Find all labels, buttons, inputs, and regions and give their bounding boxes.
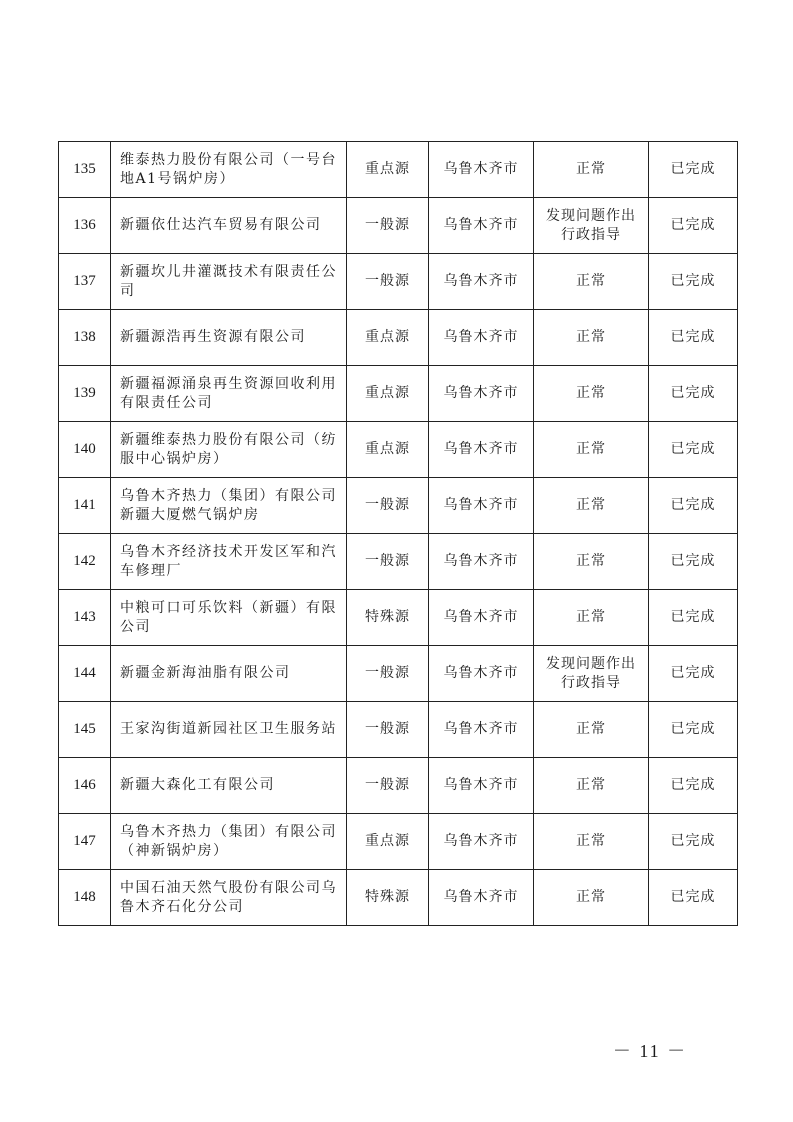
source-type-cell: 一般源 (347, 198, 429, 254)
city-cell: 乌鲁木齐市 (429, 310, 534, 366)
inspection-status-cell: 发现问题作出行政指导 (534, 646, 649, 702)
source-type-cell: 重点源 (347, 310, 429, 366)
completion-cell: 已完成 (649, 142, 738, 198)
row-number-cell: 146 (59, 758, 111, 814)
source-type-cell: 一般源 (347, 478, 429, 534)
row-number-cell: 148 (59, 870, 111, 926)
row-number-cell: 142 (59, 534, 111, 590)
completion-cell: 已完成 (649, 310, 738, 366)
company-name-cell: 新疆依仕达汽车贸易有限公司 (111, 198, 347, 254)
city-cell: 乌鲁木齐市 (429, 590, 534, 646)
inspection-status-cell: 正常 (534, 814, 649, 870)
table-row (59, 422, 738, 478)
inspection-status-cell: 正常 (534, 478, 649, 534)
row-number-cell: 144 (59, 646, 111, 702)
row-number-cell: 138 (59, 310, 111, 366)
company-name-cell: 王家沟街道新园社区卫生服务站 (111, 702, 347, 758)
city-cell: 乌鲁木齐市 (429, 142, 534, 198)
inspection-status-cell: 正常 (534, 310, 649, 366)
source-type-cell: 重点源 (347, 366, 429, 422)
completion-cell: 已完成 (649, 534, 738, 590)
inspection-status-cell: 正常 (534, 254, 649, 310)
table-row (59, 814, 738, 870)
inspection-status-cell: 正常 (534, 702, 649, 758)
company-name-cell: 新疆坎儿井灌溉技术有限责任公司 (111, 254, 347, 310)
table-row (59, 254, 738, 310)
row-number-cell: 136 (59, 198, 111, 254)
completion-cell: 已完成 (649, 702, 738, 758)
city-cell: 乌鲁木齐市 (429, 814, 534, 870)
company-name-cell: 中国石油天然气股份有限公司乌鲁木齐石化分公司 (111, 870, 347, 926)
company-name-cell: 新疆大森化工有限公司 (111, 758, 347, 814)
city-cell: 乌鲁木齐市 (429, 870, 534, 926)
city-cell: 乌鲁木齐市 (429, 422, 534, 478)
completion-cell: 已完成 (649, 478, 738, 534)
table-row (59, 870, 738, 926)
inspection-status-cell: 正常 (534, 870, 649, 926)
table-row (59, 758, 738, 814)
source-type-cell: 重点源 (347, 142, 429, 198)
company-name-cell: 维泰热力股份有限公司（一号台地A1号锅炉房） (111, 142, 347, 198)
city-cell: 乌鲁木齐市 (429, 254, 534, 310)
completion-cell: 已完成 (649, 590, 738, 646)
source-type-cell: 一般源 (347, 702, 429, 758)
row-number-cell: 137 (59, 254, 111, 310)
city-cell: 乌鲁木齐市 (429, 758, 534, 814)
page-number: － 11 － (612, 1041, 688, 1061)
table-row (59, 198, 738, 254)
city-cell: 乌鲁木齐市 (429, 534, 534, 590)
row-number-cell: 141 (59, 478, 111, 534)
company-name-cell: 乌鲁木齐经济技术开发区军和汽车修理厂 (111, 534, 347, 590)
company-name-cell: 中粮可口可乐饮料（新疆）有限公司 (111, 590, 347, 646)
source-type-cell: 一般源 (347, 646, 429, 702)
inspection-status-cell: 正常 (534, 142, 649, 198)
inspection-status-cell: 正常 (534, 590, 649, 646)
row-number-cell: 145 (59, 702, 111, 758)
table-row (59, 590, 738, 646)
city-cell: 乌鲁木齐市 (429, 198, 534, 254)
company-name-cell: 乌鲁木齐热力（集团）有限公司（神新锅炉房） (111, 814, 347, 870)
inspection-table (58, 141, 738, 926)
completion-cell: 已完成 (649, 646, 738, 702)
source-type-cell: 重点源 (347, 814, 429, 870)
company-name-cell: 新疆福源涌泉再生资源回收利用有限责任公司 (111, 366, 347, 422)
row-number-cell: 135 (59, 142, 111, 198)
row-number-cell: 147 (59, 814, 111, 870)
row-number-cell: 140 (59, 422, 111, 478)
company-name-cell: 乌鲁木齐热力（集团）有限公司新疆大厦燃气锅炉房 (111, 478, 347, 534)
table-row (59, 702, 738, 758)
completion-cell: 已完成 (649, 198, 738, 254)
completion-cell: 已完成 (649, 814, 738, 870)
source-type-cell: 一般源 (347, 254, 429, 310)
table-row (59, 142, 738, 198)
source-type-cell: 特殊源 (347, 870, 429, 926)
completion-cell: 已完成 (649, 422, 738, 478)
table-row (59, 534, 738, 590)
city-cell: 乌鲁木齐市 (429, 646, 534, 702)
table-body (59, 142, 738, 926)
table-row (59, 310, 738, 366)
source-type-cell: 重点源 (347, 422, 429, 478)
completion-cell: 已完成 (649, 870, 738, 926)
company-name-cell: 新疆维泰热力股份有限公司（纺服中心锅炉房） (111, 422, 347, 478)
city-cell: 乌鲁木齐市 (429, 366, 534, 422)
inspection-status-cell: 正常 (534, 366, 649, 422)
completion-cell: 已完成 (649, 366, 738, 422)
table-row (59, 366, 738, 422)
table-row (59, 478, 738, 534)
company-name-cell: 新疆金新海油脂有限公司 (111, 646, 347, 702)
row-number-cell: 143 (59, 590, 111, 646)
table-row (59, 646, 738, 702)
source-type-cell: 特殊源 (347, 590, 429, 646)
inspection-status-cell: 发现问题作出行政指导 (534, 198, 649, 254)
completion-cell: 已完成 (649, 758, 738, 814)
city-cell: 乌鲁木齐市 (429, 478, 534, 534)
inspection-status-cell: 正常 (534, 758, 649, 814)
source-type-cell: 一般源 (347, 534, 429, 590)
inspection-status-cell: 正常 (534, 422, 649, 478)
inspection-status-cell: 正常 (534, 534, 649, 590)
source-type-cell: 一般源 (347, 758, 429, 814)
completion-cell: 已完成 (649, 254, 738, 310)
row-number-cell: 139 (59, 366, 111, 422)
company-name-cell: 新疆源浩再生资源有限公司 (111, 310, 347, 366)
city-cell: 乌鲁木齐市 (429, 702, 534, 758)
